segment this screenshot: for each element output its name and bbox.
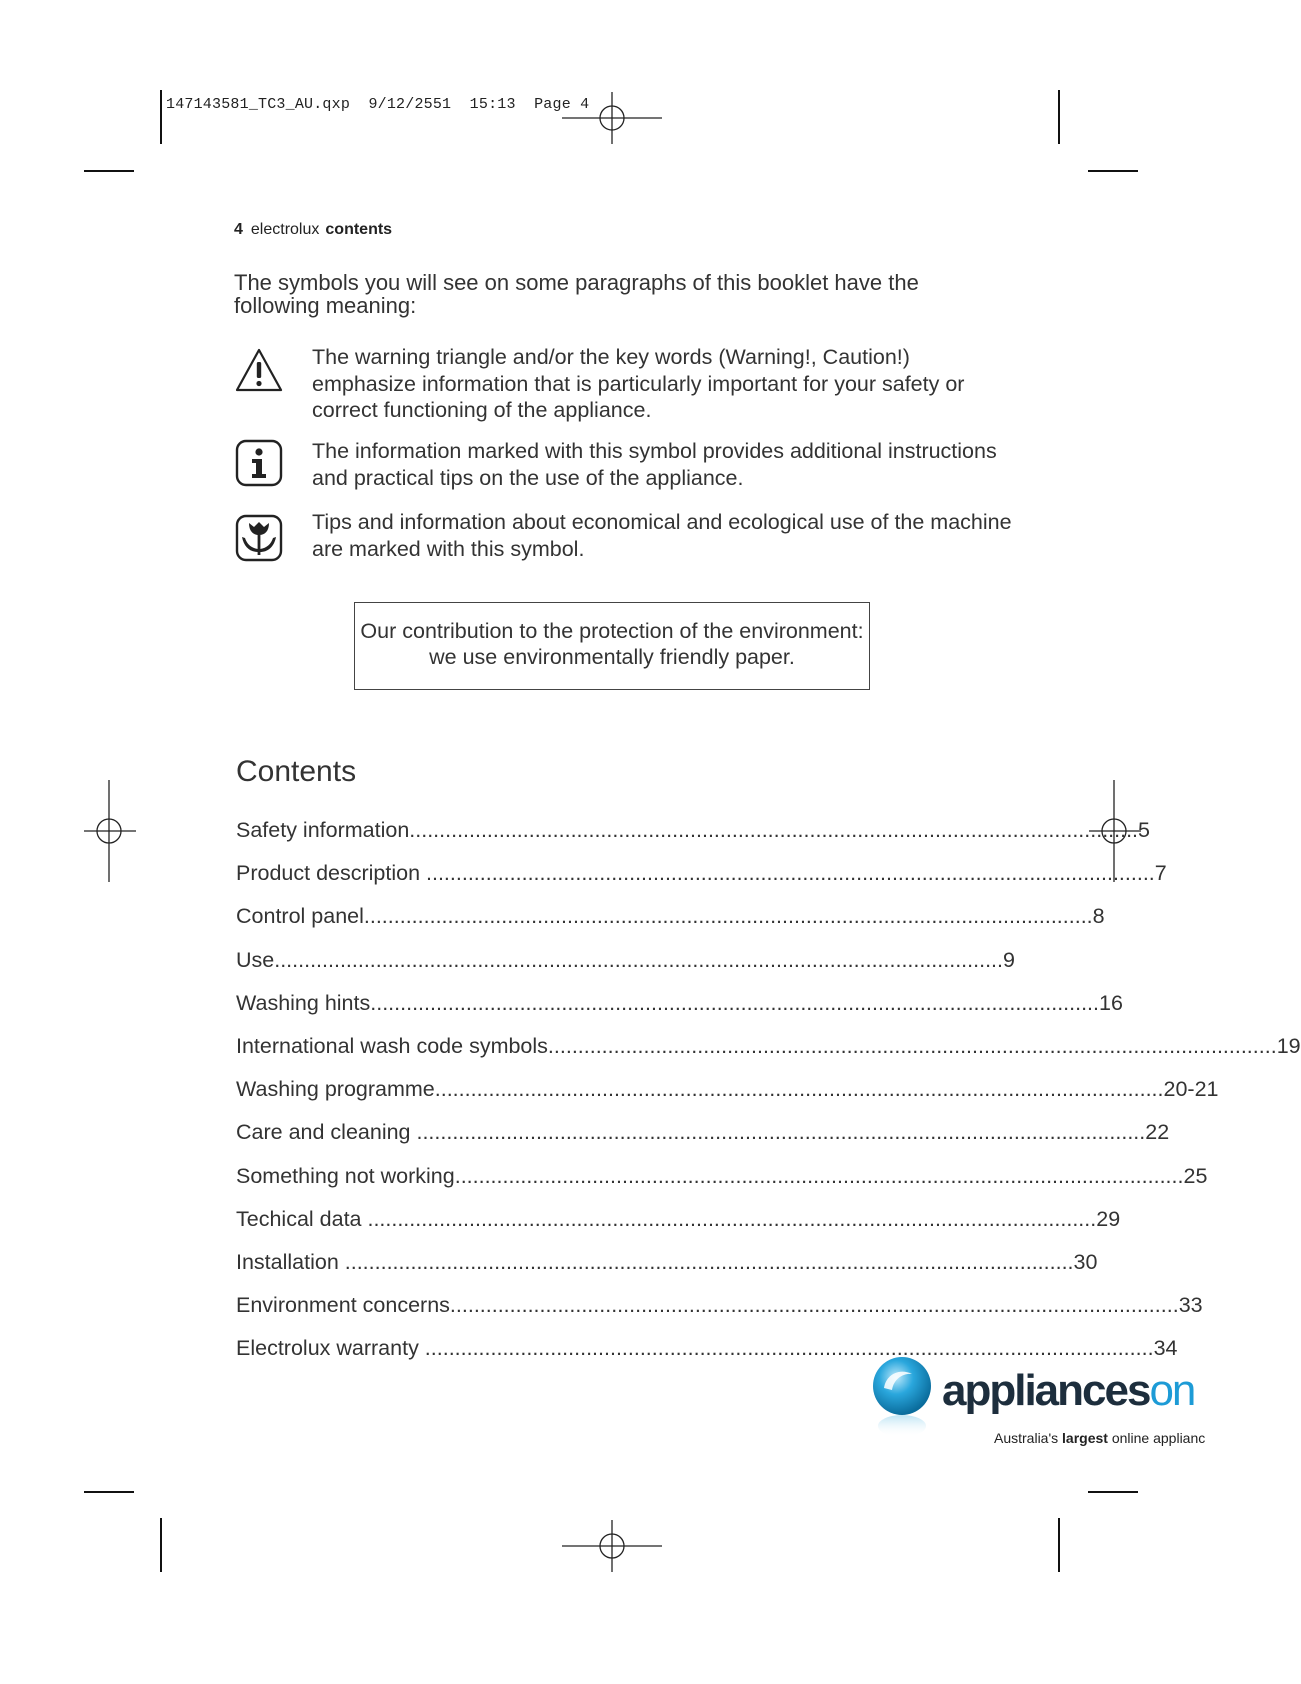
toc-leader bbox=[426, 861, 1155, 886]
logo-wordmark bbox=[942, 1366, 1194, 1416]
toc-page: 7 bbox=[1154, 861, 1167, 886]
toc-label: Care and cleaning bbox=[236, 1120, 417, 1145]
toc-label: Safety information bbox=[236, 818, 410, 842]
toc-page: 5 bbox=[1138, 818, 1151, 842]
page-number: 4 bbox=[234, 221, 243, 238]
logo-tagline bbox=[994, 1430, 1205, 1446]
section-label: contents bbox=[325, 221, 393, 238]
toc-leader bbox=[409, 818, 1138, 843]
logo-sphere-icon bbox=[868, 1354, 938, 1440]
toc-label: Installation bbox=[236, 1249, 345, 1274]
slug-date: 9/12/2551 bbox=[368, 96, 452, 113]
registration-mark-top bbox=[560, 90, 664, 146]
toc-leader bbox=[367, 1207, 1096, 1232]
toc-page: 19 bbox=[1276, 1033, 1301, 1058]
toc-page: 9 bbox=[1003, 947, 1015, 972]
toc-item bbox=[236, 1249, 1098, 1293]
toc-item bbox=[236, 1163, 1208, 1207]
toc-label: Washing hints bbox=[236, 990, 371, 1015]
logo-tag-suffix: online applianc bbox=[1107, 1430, 1206, 1446]
symbol-text-warning: The warning triangle and/or the key words (Warning!, Caution!) emphasize information that is particularly important for your safety or correct functioning of the appliance. bbox=[312, 345, 965, 422]
toc-item bbox=[236, 1077, 1219, 1120]
crop-mark bbox=[84, 1491, 134, 1493]
toc-label: Techical data bbox=[236, 1206, 368, 1231]
environment-notice-line2: we use environmentally friendly paper. bbox=[429, 645, 795, 669]
toc-leader bbox=[416, 1120, 1145, 1145]
toc-page: 25 bbox=[1183, 1163, 1208, 1188]
crop-mark bbox=[160, 90, 162, 144]
table-of-contents bbox=[236, 818, 1301, 1379]
registration-mark-bottom bbox=[560, 1518, 664, 1574]
toc-leader bbox=[274, 948, 1003, 973]
toc-page: 29 bbox=[1096, 1206, 1121, 1231]
printer-slug bbox=[166, 96, 589, 113]
toc-item bbox=[236, 947, 1015, 991]
intro-paragraph: The symbols you will see on some paragraphs of this booklet have the following meaning: bbox=[234, 270, 919, 318]
toc-item bbox=[236, 1120, 1170, 1163]
crop-mark bbox=[1058, 1518, 1060, 1572]
toc-page: 8 bbox=[1092, 904, 1105, 929]
logo-tag-bold: largest bbox=[1062, 1430, 1108, 1446]
toc-page: 20-21 bbox=[1163, 1077, 1219, 1102]
symbol-text-info: The information marked with this symbol provides additional instructions and practical tips on the use of the appliance. bbox=[312, 439, 997, 490]
toc-label: Something not working bbox=[236, 1163, 455, 1188]
toc-item bbox=[236, 990, 1123, 1034]
logo-tag-prefix: Australia's bbox=[994, 1430, 1063, 1446]
toc-item bbox=[236, 904, 1105, 947]
toc-item bbox=[236, 1336, 1178, 1379]
toc-label: Environment concerns bbox=[236, 1293, 450, 1318]
toc-leader bbox=[435, 1077, 1164, 1102]
appliancesonline-logo bbox=[868, 1352, 1206, 1452]
toc-leader bbox=[548, 1034, 1277, 1059]
toc-page: 16 bbox=[1099, 990, 1123, 1015]
symbol-text-eco: Tips and information about economical and ecological use of the machine are marked with this symbol. bbox=[312, 510, 1012, 561]
crop-mark bbox=[1088, 170, 1138, 172]
running-header bbox=[234, 221, 392, 239]
logo-word-main: appliances bbox=[942, 1366, 1150, 1415]
crop-mark bbox=[160, 1518, 162, 1572]
toc-item bbox=[236, 818, 1151, 861]
toc-leader bbox=[370, 991, 1099, 1016]
crop-mark bbox=[84, 170, 134, 172]
brand-label: electrolux bbox=[250, 221, 320, 238]
logo-word-accent: on bbox=[1149, 1366, 1195, 1415]
toc-page: 33 bbox=[1178, 1293, 1203, 1318]
toc-leader bbox=[364, 904, 1093, 929]
slug-file: 147143581_TC3_AU.qxp bbox=[166, 96, 351, 113]
warning-triangle-icon bbox=[234, 346, 284, 394]
slug-page: Page 4 bbox=[534, 96, 590, 113]
toc-item bbox=[236, 1293, 1203, 1336]
toc-leader bbox=[455, 1164, 1184, 1189]
toc-label: Washing programme bbox=[236, 1077, 435, 1102]
registration-mark-left bbox=[82, 778, 138, 884]
toc-label: Control panel bbox=[236, 904, 364, 929]
toc-page: 34 bbox=[1153, 1336, 1178, 1361]
crop-mark bbox=[1088, 1491, 1138, 1493]
toc-leader bbox=[450, 1293, 1179, 1318]
toc-item bbox=[236, 861, 1167, 904]
toc-label: Use bbox=[236, 947, 275, 972]
toc-item bbox=[236, 1033, 1301, 1077]
info-icon bbox=[234, 438, 284, 488]
toc-page: 30 bbox=[1073, 1249, 1098, 1274]
contents-title: Contents bbox=[236, 755, 357, 788]
toc-label: International wash code symbols bbox=[236, 1033, 548, 1058]
toc-label: Product description bbox=[236, 861, 427, 886]
toc-item bbox=[236, 1206, 1121, 1250]
slug-time: 15:13 bbox=[469, 96, 516, 113]
toc-label: Electrolux warranty bbox=[236, 1336, 425, 1361]
environment-notice-box bbox=[354, 602, 870, 690]
crop-mark bbox=[1058, 90, 1060, 144]
toc-leader bbox=[345, 1250, 1074, 1275]
environment-notice-line1: Our contribution to the protection of the environment: bbox=[360, 619, 864, 643]
eco-flower-icon bbox=[234, 513, 284, 563]
toc-page: 22 bbox=[1145, 1120, 1170, 1145]
